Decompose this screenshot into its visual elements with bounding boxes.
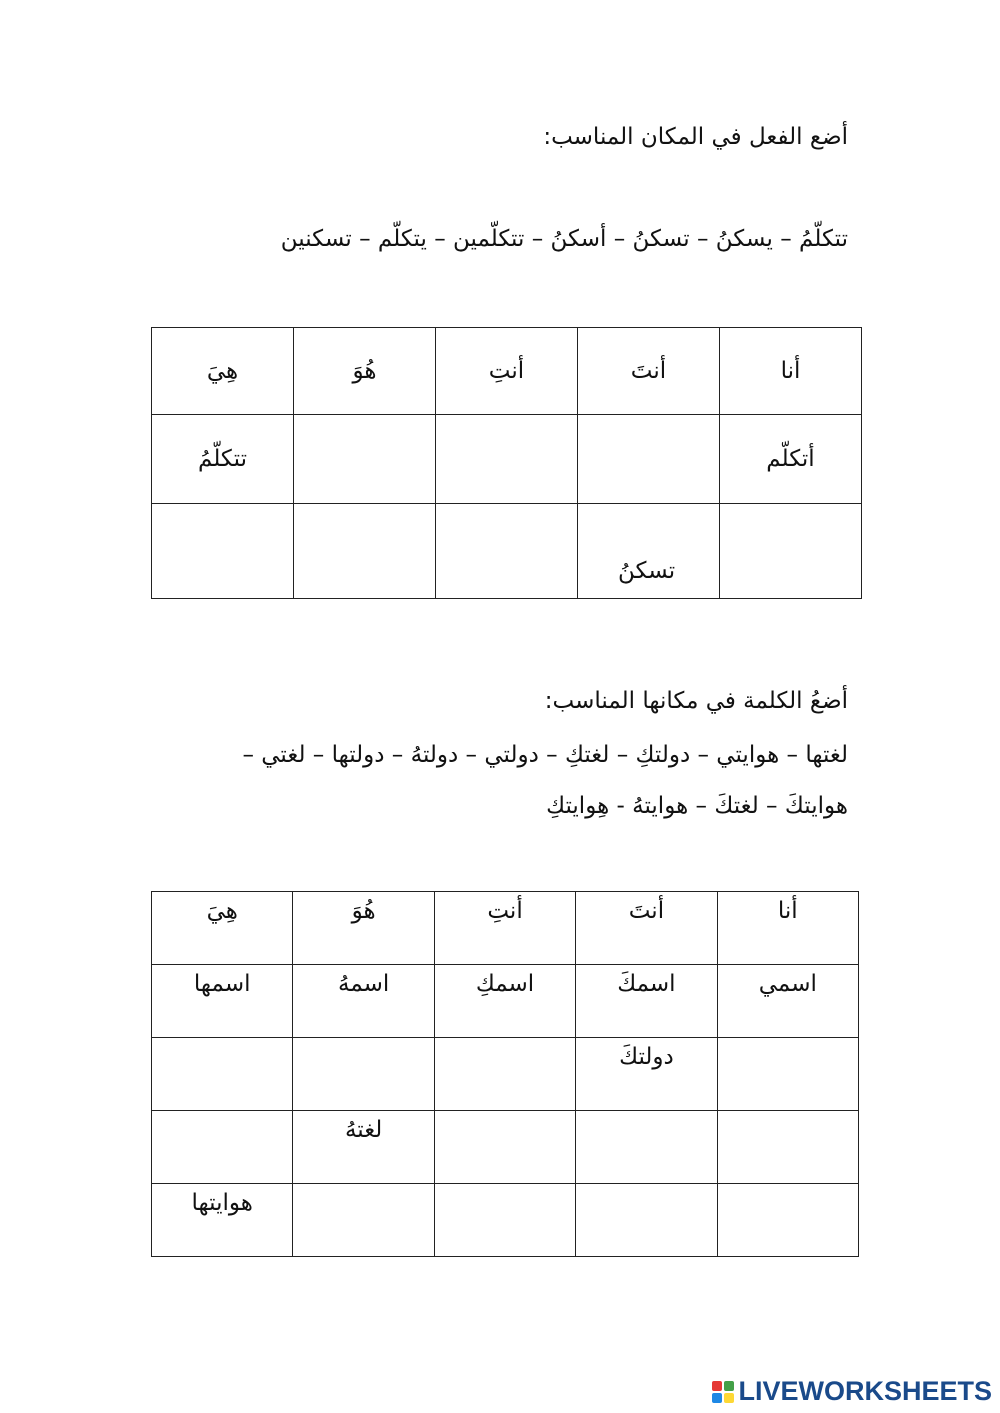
answer-cell-r1-anti[interactable]	[436, 415, 578, 504]
cell-r1-huwa: اسمهُ	[293, 965, 434, 1038]
cell-r1-hiya: تتكلّمُ	[152, 415, 294, 504]
answer-cell-r2-ana[interactable]	[717, 1038, 858, 1111]
cell-r1-ana: أتكلّم	[720, 415, 862, 504]
answer-cell-r2-hiya[interactable]	[152, 1038, 293, 1111]
answer-cell-r2-anti[interactable]	[436, 504, 578, 599]
answer-cell-r2-ana[interactable]	[720, 504, 862, 599]
section2-word-bank-line1: لغتها – هوايتي – دولتكِ – لغتكِ – دولتي – دولتهُ – دولتها – لغتي –	[242, 742, 848, 768]
cell-r1-ana: اسمي	[717, 965, 858, 1038]
answer-cell-r2-anti[interactable]	[434, 1038, 575, 1111]
liveworksheets-logo[interactable]	[712, 1376, 992, 1407]
header-anta: أنتَ	[576, 892, 717, 965]
answer-cell-r2-hiya[interactable]	[152, 504, 294, 599]
answer-cell-r3-hiya[interactable]	[152, 1111, 293, 1184]
logo-text: LIVEWORKSHEETS	[738, 1376, 992, 1406]
answer-cell-r3-anta[interactable]	[576, 1111, 717, 1184]
header-hiya: هِيَ	[152, 892, 293, 965]
cell-r2-anta: دولتكَ	[576, 1038, 717, 1111]
header-anti: أنتِ	[434, 892, 575, 965]
section1-instruction: أضع الفعل في المكان المناسب:	[543, 124, 848, 150]
answer-cell-r1-huwa[interactable]	[294, 415, 436, 504]
answer-cell-r2-huwa[interactable]	[294, 504, 436, 599]
cell-r1-anti: اسمكِ	[434, 965, 575, 1038]
header-anti: أنتِ	[436, 328, 578, 415]
section2-instruction: أضعُ الكلمة في مكانها المناسب:	[544, 688, 848, 714]
header-huwa: هُوَ	[293, 892, 434, 965]
liveworksheets-logo-icon	[712, 1381, 734, 1403]
answer-cell-r2-huwa[interactable]	[293, 1038, 434, 1111]
logo-square-red	[712, 1381, 722, 1391]
answer-cell-r4-ana[interactable]	[717, 1184, 858, 1257]
answer-cell-r3-anti[interactable]	[434, 1111, 575, 1184]
answer-cell-r1-anta[interactable]	[578, 415, 720, 504]
word-table	[151, 891, 859, 1257]
cell-r1-hiya: اسمها	[152, 965, 293, 1038]
answer-cell-r3-ana[interactable]	[717, 1111, 858, 1184]
cell-r4-hiya: هوايتها	[152, 1184, 293, 1257]
header-ana: أنا	[717, 892, 858, 965]
verb-table	[151, 327, 862, 599]
header-ana: أنا	[720, 328, 862, 415]
cell-r3-huwa: لغتهُ	[293, 1111, 434, 1184]
logo-square-yellow	[724, 1393, 734, 1403]
cell-r2-anta: تسكنُ	[578, 504, 720, 599]
section2-word-bank-line2: هوايتكَ – لغتكَ – هوايتهُ - هِوايتكِ	[546, 793, 848, 819]
header-anta: أنتَ	[578, 328, 720, 415]
header-hiya: هِيَ	[152, 328, 294, 415]
logo-square-blue	[712, 1393, 722, 1403]
cell-r1-anta: اسمكَ	[576, 965, 717, 1038]
logo-square-green	[724, 1381, 734, 1391]
section1-word-bank: تتكلّمُ – يسكنُ – تسكنُ – أسكنُ – تتكلّمين – يتكلّم – تسكنين	[280, 226, 848, 252]
answer-cell-r4-huwa[interactable]	[293, 1184, 434, 1257]
answer-cell-r4-anta[interactable]	[576, 1184, 717, 1257]
header-huwa: هُوَ	[294, 328, 436, 415]
answer-cell-r4-anti[interactable]	[434, 1184, 575, 1257]
